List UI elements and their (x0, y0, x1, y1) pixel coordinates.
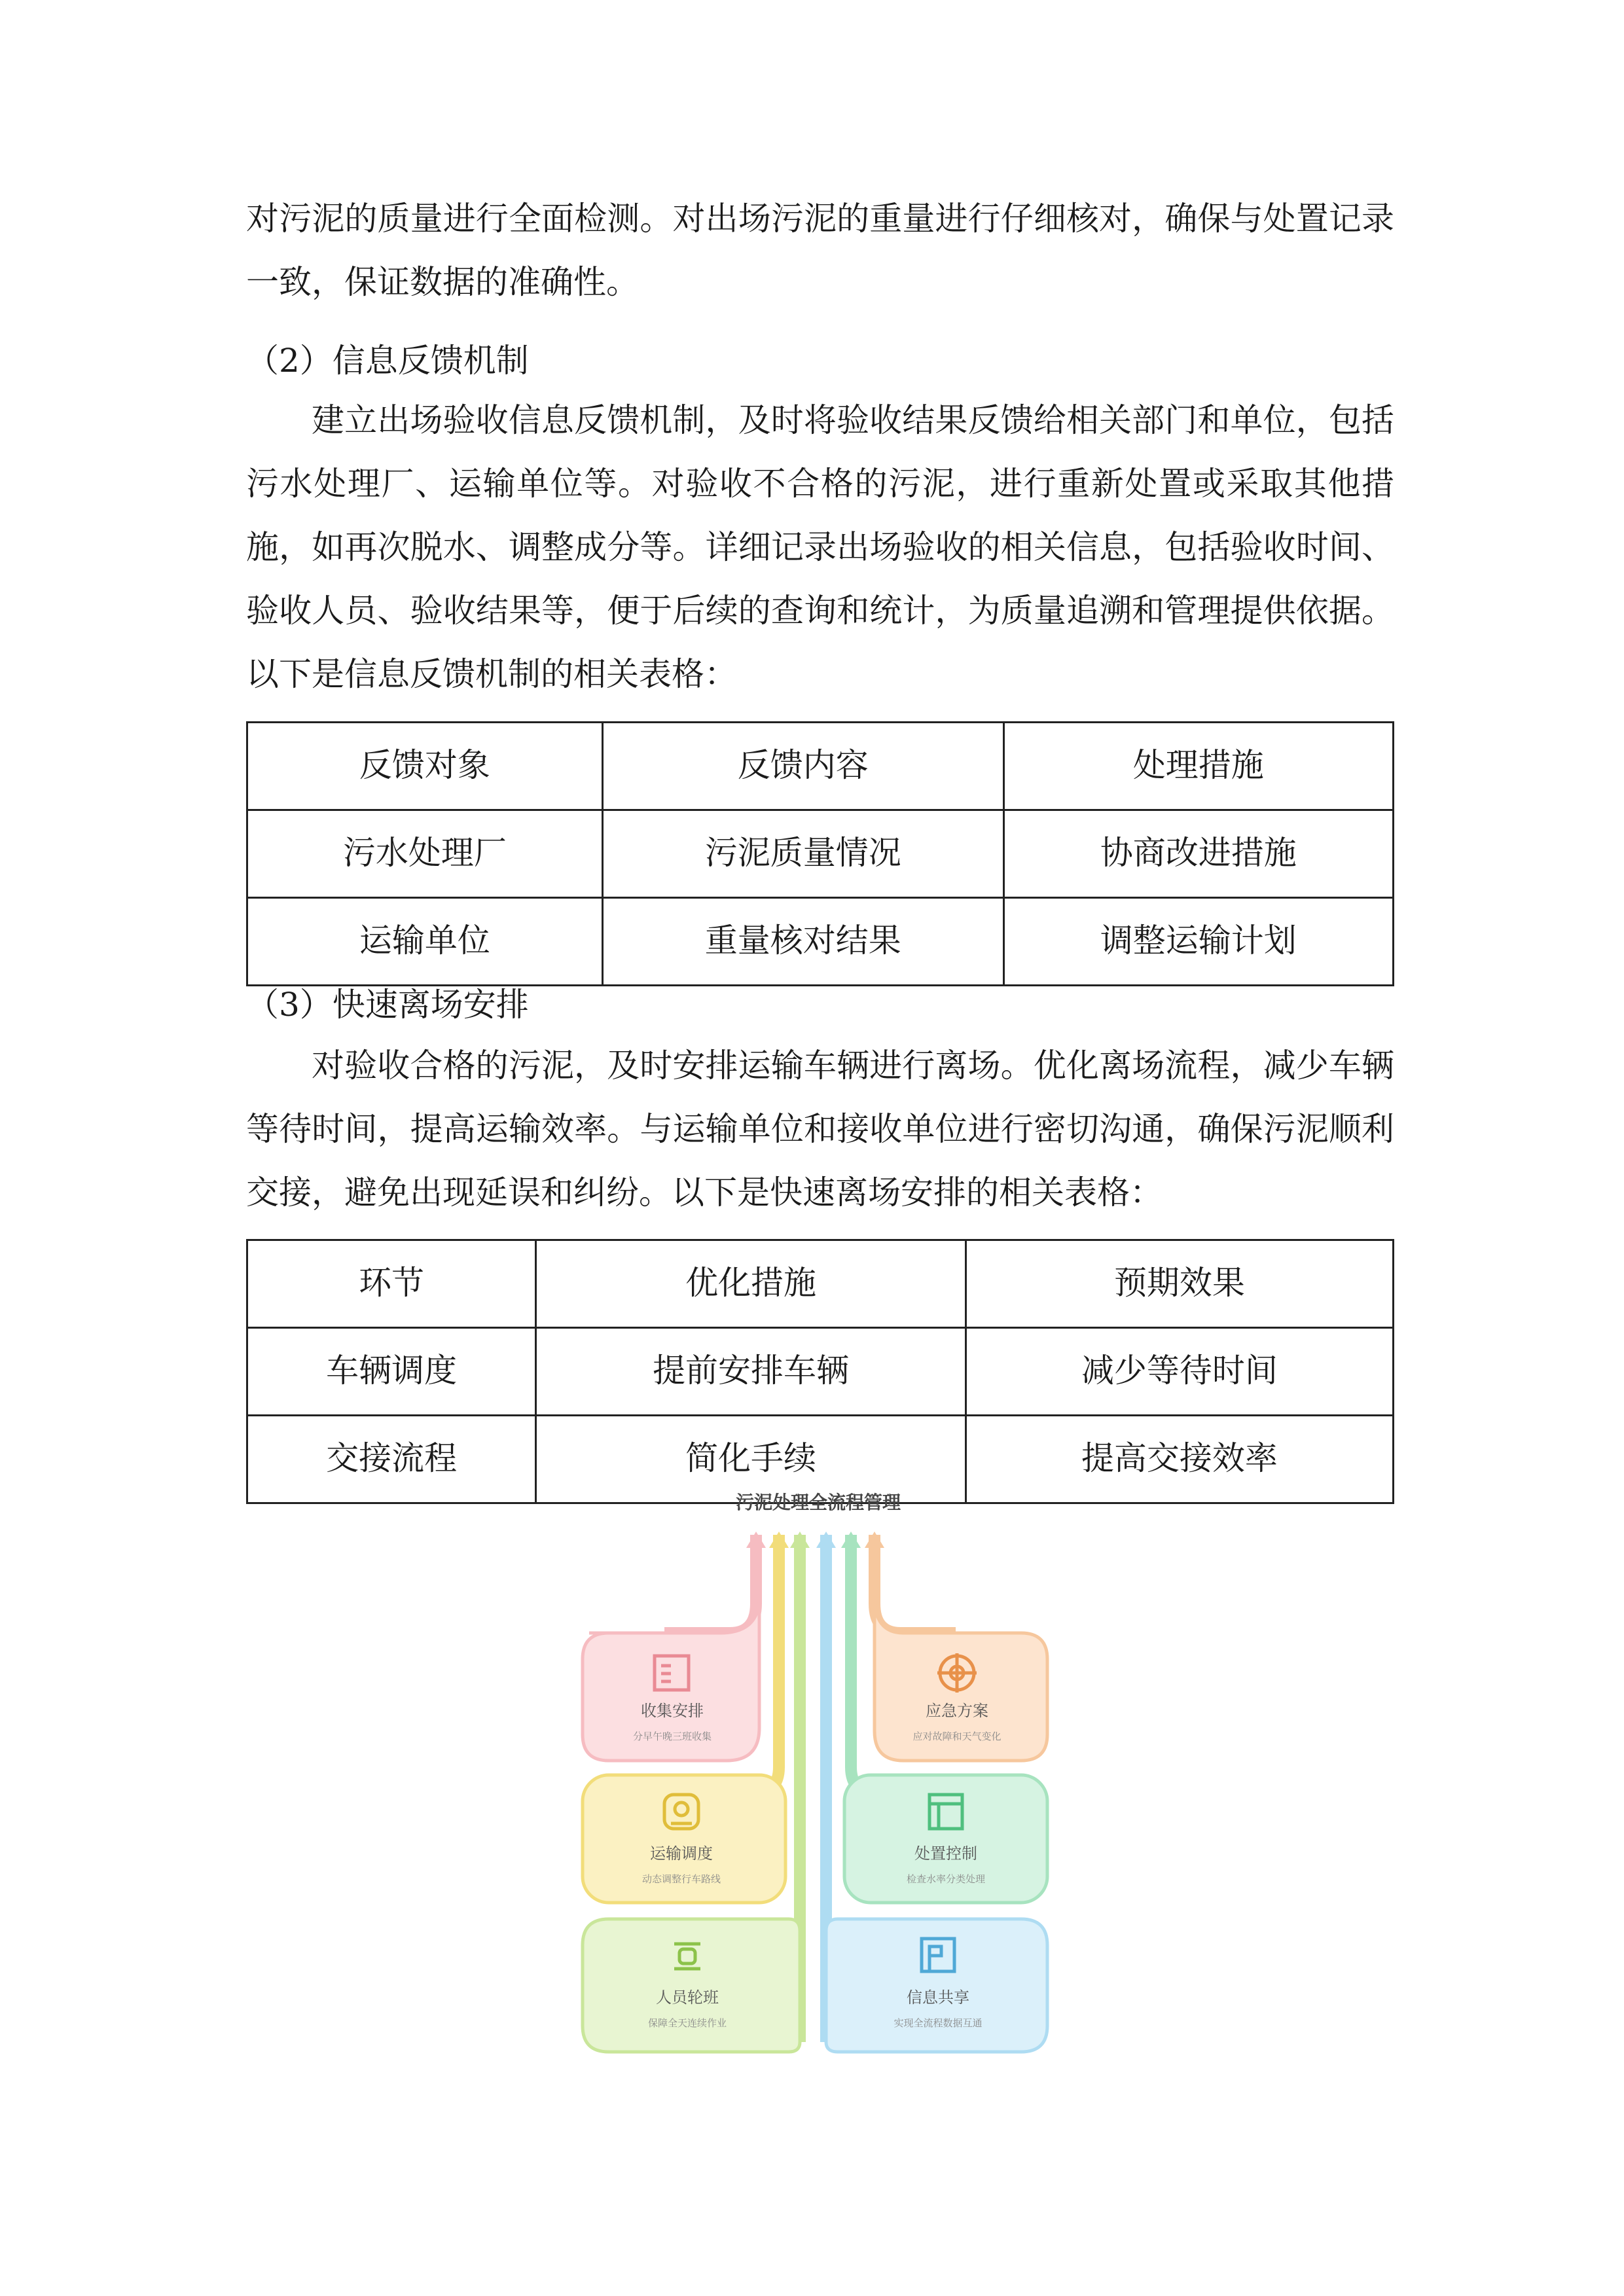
table-header-cell: 优化措施 (536, 1240, 966, 1328)
table-cell: 污水处理厂 (247, 810, 603, 898)
table-header-cell: 反馈内容 (602, 723, 1003, 810)
card-subtitle: 实现全流程数据互通 (893, 2017, 983, 2029)
card-title: 处置控制 (914, 1844, 977, 1863)
table-cell: 交接流程 (247, 1416, 536, 1503)
card-subtitle: 保障全天连续作业 (647, 2017, 727, 2029)
card-disposal (844, 1775, 1047, 1903)
card-title: 人员轮班 (656, 1988, 719, 2007)
card-emergency (875, 1597, 1047, 1761)
card-title: 信息共享 (907, 1988, 969, 2007)
table-cell: 提前安排车辆 (536, 1328, 966, 1416)
card-subtitle: 检查水率分类处理 (906, 1873, 986, 1885)
card-title: 应急方案 (926, 1702, 988, 1720)
card-subtitle: 应对故障和天气变化 (912, 1731, 1001, 1742)
card-subtitle: 分早午晚三班收集 (632, 1731, 712, 1742)
table-cell: 重量核对结果 (602, 898, 1003, 986)
section2-heading: （2）信息反馈机制 (246, 342, 529, 380)
table-header-cell: 处理措施 (1003, 723, 1393, 810)
section3-body: 对验收合格的污泥，及时安排运输车辆进行离场。优化离场流程，减少车辆等待时间，提高运输效率。与运输单位和接收单位进行密切沟通，确保污泥顺利交接，避免出现延误和纠纷。以下是快速离场安排的相关表格： (246, 1047, 1394, 1211)
table-cell: 简化手续 (536, 1416, 966, 1503)
table-cell: 车辆调度 (247, 1328, 536, 1416)
table-cell: 减少等待时间 (965, 1328, 1393, 1416)
table-header-cell: 预期效果 (965, 1240, 1393, 1328)
intro-paragraph: 对污泥的质量进行全面检测。对出场污泥的重量进行仔细核对，确保与处置记录一致，保证数据的准确性。 (246, 200, 1394, 301)
table-header-cell: 环节 (247, 1240, 536, 1328)
arrow-left-outer (664, 1532, 766, 1633)
card-collection (583, 1597, 759, 1761)
section3-heading: （3）快速离场安排 (246, 986, 529, 1024)
table-cell: 污泥质量情况 (602, 810, 1003, 898)
table-header-cell: 反馈对象 (247, 723, 603, 810)
table-cell: 调整运输计划 (1003, 898, 1393, 986)
diagram-title: 污泥处理全流程管理 (735, 1492, 901, 1513)
card-transport (583, 1775, 785, 1903)
card-staffing (583, 1919, 800, 2052)
card-subtitle: 动态调整行车路线 (641, 1873, 721, 1885)
card-title: 运输调度 (650, 1844, 713, 1863)
table-cell: 协商改进措施 (1003, 810, 1393, 898)
card-info-sharing (826, 1919, 1047, 2052)
section2-body: 建立出场验收信息反馈机制，及时将验收结果反馈给相关部门和单位，包括污水处理厂、运输单位等。对验收不合格的污泥，进行重新处置或采取其他措施，如再次脱水、调整成分等。详细记录出场验收的相关信息，包括验收时间、验收人员、验收结果等，便于后续的查询和统计，为质量追溯和管理提供依据。以下是信息反馈机制的相关表格： (246, 401, 1394, 693)
table-cell: 运输单位 (247, 898, 603, 986)
table-cell: 提高交接效率 (965, 1416, 1393, 1503)
card-title: 收集安排 (641, 1702, 704, 1720)
